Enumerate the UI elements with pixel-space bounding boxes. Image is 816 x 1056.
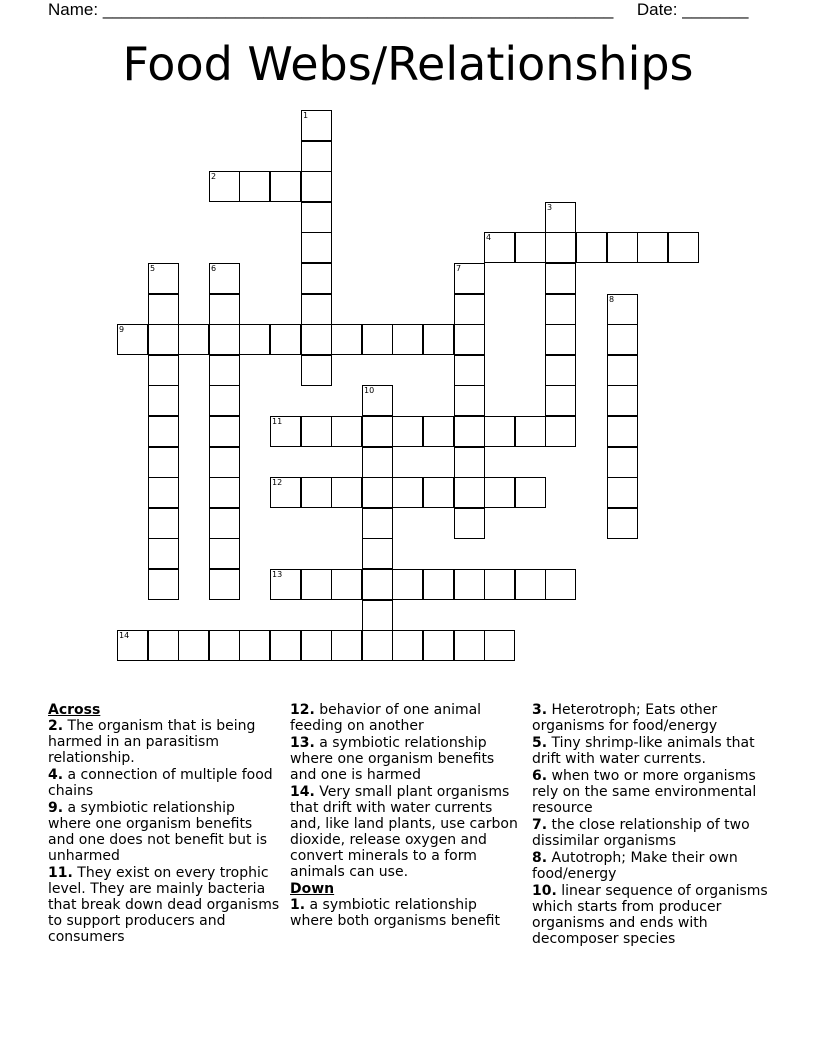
crossword-cell[interactable] bbox=[301, 263, 332, 294]
crossword-cell[interactable] bbox=[209, 263, 240, 294]
crossword-cell[interactable] bbox=[239, 171, 270, 202]
crossword-cell[interactable] bbox=[607, 447, 638, 478]
crossword-cell[interactable] bbox=[148, 324, 179, 355]
crossword-cell[interactable] bbox=[301, 416, 332, 447]
crossword-cell[interactable] bbox=[148, 416, 179, 447]
clue-across-11: 11. They exist on every trophic level. They are mainly bacteria that break down dead organisms to support producers and consumers bbox=[48, 865, 280, 945]
crossword-cell[interactable] bbox=[392, 416, 423, 447]
crossword-cell[interactable] bbox=[209, 569, 240, 600]
clue-across-4: 4. a connection of multiple food chains bbox=[48, 767, 273, 799]
clue-across-13: 13. a symbiotic relationship where one organism benefits and one is harmed bbox=[290, 735, 495, 783]
crossword-cell[interactable] bbox=[515, 416, 546, 447]
crossword-cell[interactable] bbox=[392, 630, 423, 661]
crossword-cell[interactable] bbox=[239, 630, 270, 661]
crossword-cell[interactable] bbox=[301, 355, 332, 386]
crossword-cell[interactable] bbox=[362, 447, 393, 478]
crossword-cell[interactable] bbox=[270, 477, 301, 508]
crossword-cell[interactable] bbox=[607, 416, 638, 447]
clue-number: 8 bbox=[609, 295, 615, 304]
clue-across-14: 14. Very small plant organisms that drift with water currents and, like land plants, use carbon dioxide, release oxygen and convert minerals to a form animals can use. bbox=[290, 784, 518, 880]
crossword-cell[interactable] bbox=[668, 232, 699, 263]
crossword-cell[interactable] bbox=[515, 569, 546, 600]
crossword-cell[interactable] bbox=[117, 324, 148, 355]
crossword-cell[interactable] bbox=[362, 569, 393, 600]
clue-down-1: 1. a symbiotic relationship where both organisms benefit bbox=[290, 897, 500, 929]
crossword-cell[interactable] bbox=[148, 447, 179, 478]
crossword-cell[interactable] bbox=[545, 202, 576, 233]
crossword-cell[interactable] bbox=[331, 324, 362, 355]
crossword-cell[interactable] bbox=[392, 477, 423, 508]
crossword-cell[interactable] bbox=[148, 355, 179, 386]
crossword-cell[interactable] bbox=[545, 294, 576, 325]
clue-down-5: 5. Tiny shrimp-like animals that drift with water currents. bbox=[532, 735, 755, 767]
crossword-cell[interactable] bbox=[117, 630, 148, 661]
crossword-cell[interactable] bbox=[362, 508, 393, 539]
crossword-cell[interactable] bbox=[515, 232, 546, 263]
crossword-cell[interactable] bbox=[209, 294, 240, 325]
crossword-cell[interactable] bbox=[331, 477, 362, 508]
clue-number: 7 bbox=[456, 264, 462, 273]
clue-across-9: 9. a symbiotic relationship where one organism benefits and one does not benefit but is unharmed bbox=[48, 800, 268, 864]
clue-number: 5 bbox=[150, 264, 156, 273]
crossword-cell[interactable] bbox=[148, 569, 179, 600]
crossword-cell[interactable] bbox=[545, 324, 576, 355]
crossword-cell[interactable] bbox=[362, 324, 393, 355]
crossword-cell[interactable] bbox=[454, 569, 485, 600]
crossword-cell[interactable] bbox=[331, 569, 362, 600]
clue-number: 11 bbox=[272, 417, 283, 426]
crossword-cell[interactable] bbox=[454, 294, 485, 325]
crossword-cell[interactable] bbox=[209, 324, 240, 355]
page-title: Food Webs/Relationships bbox=[122, 37, 694, 91]
crossword-cell[interactable] bbox=[331, 416, 362, 447]
clues-column-2 bbox=[290, 702, 524, 930]
clue-down-7: 7. the close relationship of two dissimilar organisms bbox=[532, 817, 750, 849]
crossword-cell[interactable] bbox=[454, 477, 485, 508]
crossword-cell[interactable] bbox=[545, 355, 576, 386]
crossword-cell[interactable] bbox=[423, 416, 454, 447]
crossword-cell[interactable] bbox=[209, 630, 240, 661]
crossword-cell[interactable] bbox=[178, 630, 209, 661]
crossword-cell[interactable] bbox=[454, 324, 485, 355]
crossword-cell[interactable] bbox=[331, 630, 362, 661]
crossword-cell[interactable] bbox=[148, 630, 179, 661]
crossword-cell[interactable] bbox=[454, 630, 485, 661]
crossword-cell[interactable] bbox=[454, 508, 485, 539]
crossword-cell[interactable] bbox=[301, 232, 332, 263]
clue-number: 13 bbox=[272, 570, 283, 579]
crossword-cell[interactable] bbox=[423, 324, 454, 355]
clue-number: 6 bbox=[211, 264, 217, 273]
crossword-cell[interactable] bbox=[423, 569, 454, 600]
crossword-cell[interactable] bbox=[545, 232, 576, 263]
crossword-cell[interactable] bbox=[301, 477, 332, 508]
crossword-cell[interactable] bbox=[484, 569, 515, 600]
crossword-cell[interactable] bbox=[148, 477, 179, 508]
crossword-cell[interactable] bbox=[148, 538, 179, 569]
crossword-cell[interactable] bbox=[362, 477, 393, 508]
crossword-cell[interactable] bbox=[301, 202, 332, 233]
crossword-cell[interactable] bbox=[362, 385, 393, 416]
crossword-cell[interactable] bbox=[454, 447, 485, 478]
crossword-cell[interactable] bbox=[576, 232, 607, 263]
crossword-cell[interactable] bbox=[392, 569, 423, 600]
clue-number: 2 bbox=[211, 172, 217, 181]
name-label: Name: bbox=[48, 0, 99, 19]
crossword-cell[interactable] bbox=[637, 232, 668, 263]
crossword-cell[interactable] bbox=[362, 600, 393, 631]
crossword-cell[interactable] bbox=[607, 294, 638, 325]
crossword-cell[interactable] bbox=[209, 477, 240, 508]
crossword-cell[interactable] bbox=[209, 508, 240, 539]
crossword-cell[interactable] bbox=[148, 385, 179, 416]
crossword-cell[interactable] bbox=[545, 569, 576, 600]
crossword-cell[interactable] bbox=[301, 630, 332, 661]
crossword-cell[interactable] bbox=[178, 324, 209, 355]
clue-across-2: 2. The organism that is being harmed in an parasitism relationship. bbox=[48, 718, 256, 766]
crossword-cell[interactable] bbox=[607, 232, 638, 263]
crossword-cell[interactable] bbox=[148, 508, 179, 539]
crossword-cell[interactable] bbox=[209, 447, 240, 478]
clue-down-3: 3. Heterotroph; Eats other organisms for food/energy bbox=[532, 702, 718, 734]
crossword-cell[interactable] bbox=[607, 324, 638, 355]
clues-column-3 bbox=[532, 702, 772, 948]
crossword-cell[interactable] bbox=[301, 569, 332, 600]
crossword-cell[interactable] bbox=[362, 538, 393, 569]
crossword-cell[interactable] bbox=[209, 355, 240, 386]
crossword-cell[interactable] bbox=[515, 477, 546, 508]
crossword-cell[interactable] bbox=[454, 263, 485, 294]
crossword-cell[interactable] bbox=[270, 416, 301, 447]
date-line: _______ bbox=[682, 0, 749, 19]
crossword-cell[interactable] bbox=[270, 630, 301, 661]
clue-number: 4 bbox=[486, 233, 492, 242]
crossword-cell[interactable] bbox=[484, 477, 515, 508]
clue-number: 14 bbox=[119, 631, 130, 640]
crossword-cell[interactable] bbox=[148, 294, 179, 325]
clue-down-8: 8. Autotroph; Make their own food/energy bbox=[532, 850, 738, 882]
crossword-cell[interactable] bbox=[423, 630, 454, 661]
clue-down-6: 6. when two or more organisms rely on the same environmental resource bbox=[532, 768, 757, 816]
crossword-cell[interactable] bbox=[454, 385, 485, 416]
crossword-cell[interactable] bbox=[607, 355, 638, 386]
crossword-cell[interactable] bbox=[362, 416, 393, 447]
clue-across-12: 12. behavior of one animal feeding on another bbox=[290, 702, 482, 734]
crossword-cell[interactable] bbox=[301, 110, 332, 141]
crossword-cell[interactable] bbox=[270, 324, 301, 355]
date-label: Date: bbox=[636, 0, 678, 19]
crossword-cell[interactable] bbox=[392, 324, 423, 355]
crossword-cell[interactable] bbox=[484, 232, 515, 263]
crossword-cell[interactable] bbox=[209, 385, 240, 416]
crossword-cell[interactable] bbox=[484, 416, 515, 447]
crossword-cell[interactable] bbox=[209, 416, 240, 447]
crossword-cell[interactable] bbox=[607, 508, 638, 539]
crossword-cell[interactable] bbox=[301, 171, 332, 202]
clues-column-1 bbox=[48, 702, 282, 946]
crossword-cell[interactable] bbox=[270, 171, 301, 202]
crossword-cell[interactable] bbox=[301, 294, 332, 325]
clue-number: 12 bbox=[272, 478, 283, 487]
clue-number: 3 bbox=[547, 203, 553, 212]
crossword-cell[interactable] bbox=[301, 324, 332, 355]
down-heading: Down bbox=[290, 881, 335, 897]
crossword-cell[interactable] bbox=[484, 630, 515, 661]
across-heading: Across bbox=[48, 702, 101, 718]
clue-number: 1 bbox=[303, 111, 309, 120]
crossword-cell[interactable] bbox=[607, 385, 638, 416]
crossword-cell[interactable] bbox=[454, 355, 485, 386]
crossword-cell[interactable] bbox=[362, 630, 393, 661]
crossword-cell[interactable] bbox=[270, 569, 301, 600]
crossword-cell[interactable] bbox=[423, 477, 454, 508]
crossword-cell[interactable] bbox=[148, 263, 179, 294]
crossword-cell[interactable] bbox=[545, 385, 576, 416]
clue-down-10: 10. linear sequence of organisms which starts from producer organisms and ends with decomposer species bbox=[532, 883, 768, 947]
crossword-cell[interactable] bbox=[454, 416, 485, 447]
crossword-cell[interactable] bbox=[607, 477, 638, 508]
name-line: ______________________________________________________ bbox=[102, 0, 614, 19]
crossword-cell[interactable] bbox=[545, 263, 576, 294]
crossword-cell[interactable] bbox=[239, 324, 270, 355]
clue-number: 9 bbox=[119, 325, 125, 334]
crossword-cell[interactable] bbox=[209, 538, 240, 569]
crossword-cell[interactable] bbox=[209, 171, 240, 202]
crossword-cell[interactable] bbox=[545, 416, 576, 447]
crossword-cell[interactable] bbox=[301, 141, 332, 172]
clue-number: 10 bbox=[364, 386, 375, 395]
